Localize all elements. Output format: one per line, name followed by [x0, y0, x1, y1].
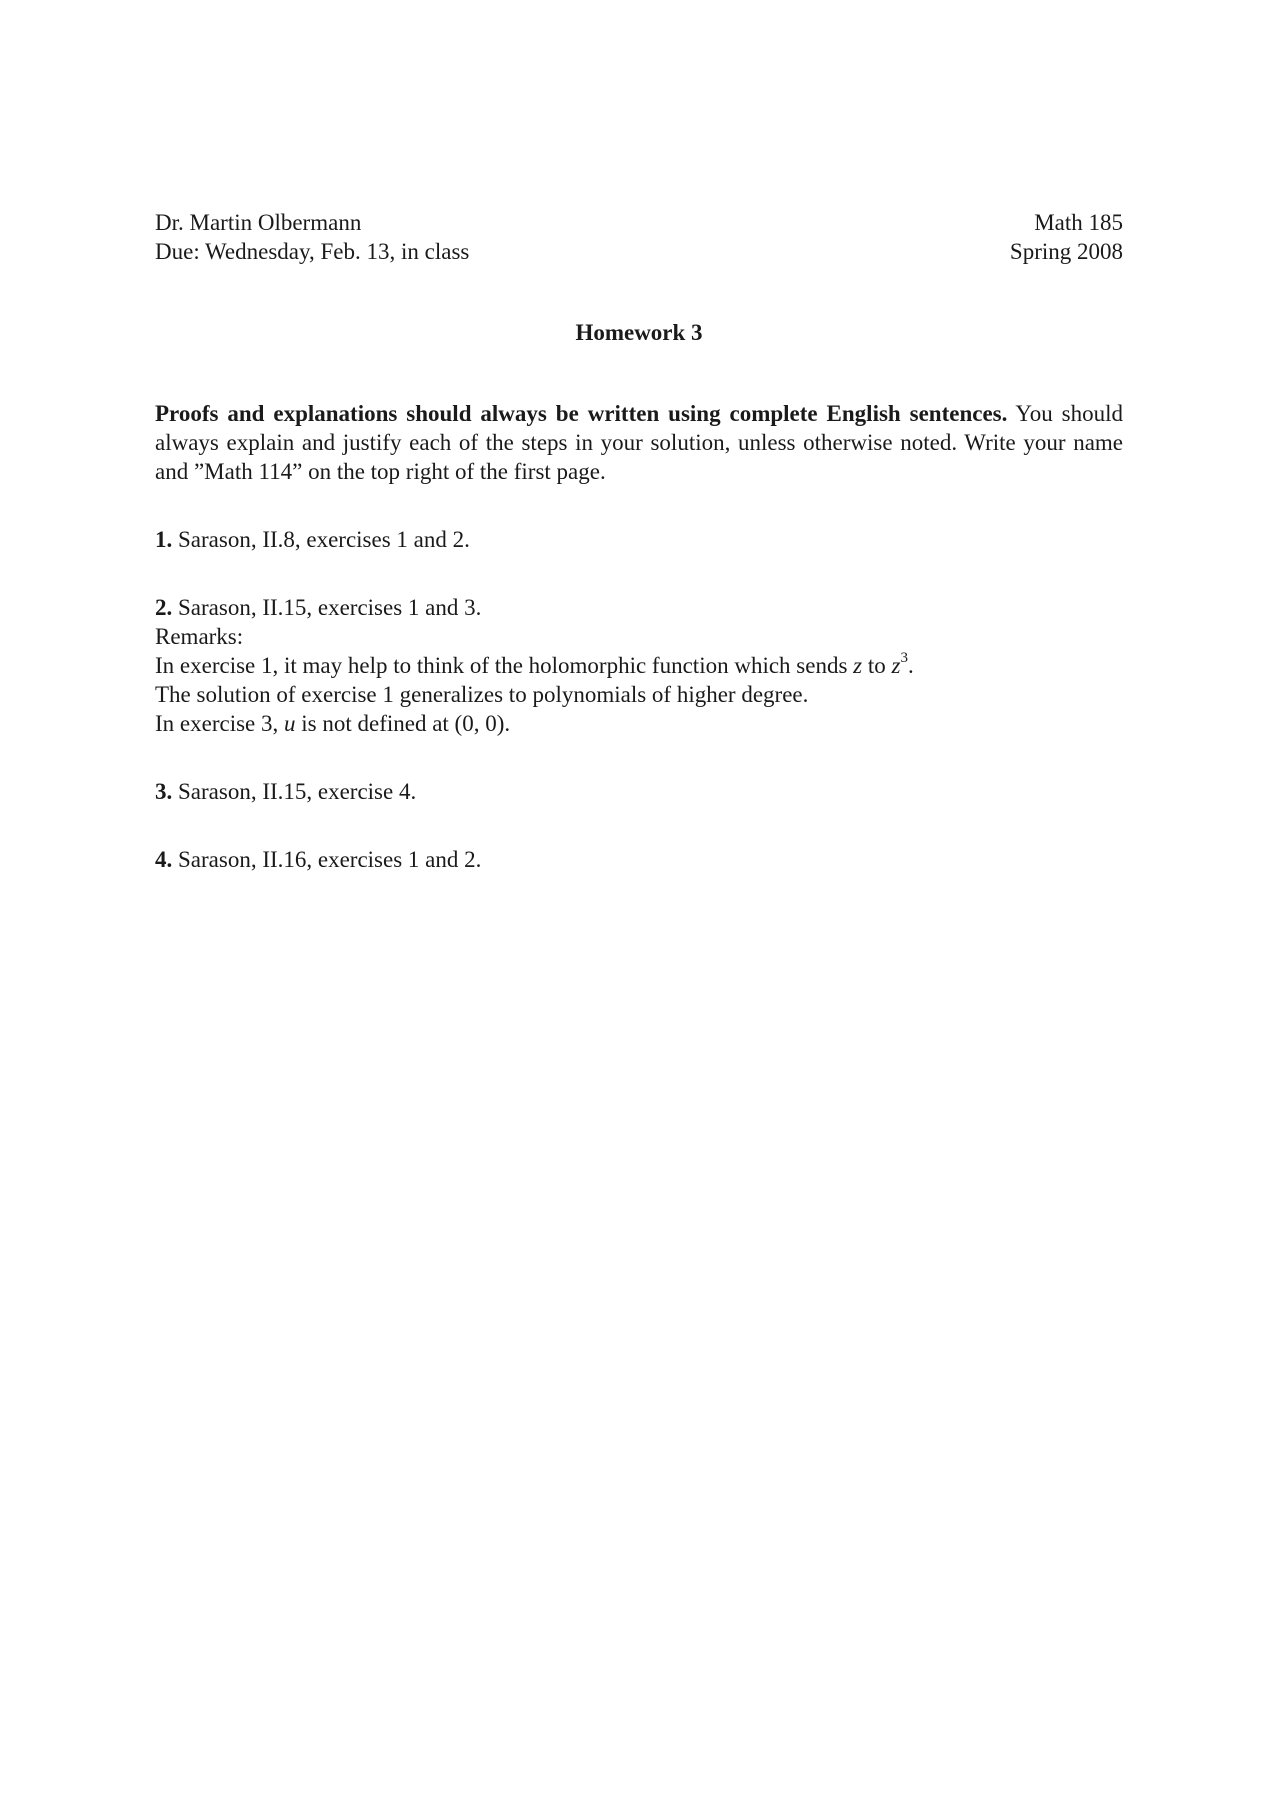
remark-3-text: In exercise 3,: [155, 711, 284, 736]
remark-1: [155, 651, 1123, 680]
header-left: [155, 208, 469, 266]
instructions-text: You should always explain and justify each of the steps in your solution, unless otherwise noted. Write your name and ”Math 114” on the top right of the first page.: [155, 401, 1123, 484]
math-z: z: [853, 653, 863, 678]
remark-1-to: to: [862, 653, 892, 678]
remark-3-rest: is not defined at (0, 0).: [295, 711, 511, 736]
due-date: Due: Wednesday, Feb. 13, in class: [155, 239, 470, 264]
problem-2: [155, 593, 1123, 738]
homework-page: [155, 208, 1123, 874]
term: Spring 2008: [1009, 239, 1123, 264]
problem-text: Sarason, II.16, exercises 1 and 2.: [172, 847, 482, 872]
header-right: [1010, 208, 1123, 266]
page-title: Homework 3: [575, 320, 703, 345]
problem-text: Sarason, II.15, exercise 4.: [172, 779, 417, 804]
problem-number: 1.: [155, 527, 173, 552]
math-u: u: [284, 711, 296, 736]
problem-1: [155, 525, 1123, 554]
problem-2-heading: [155, 593, 1123, 622]
problem-3: [155, 777, 1123, 806]
remark-1-period: .: [907, 653, 914, 678]
exponent: 3: [900, 650, 908, 667]
instructions-paragraph: [155, 399, 1123, 486]
problem-text: Sarason, II.8, exercises 1 and 2.: [172, 527, 470, 552]
header: [155, 208, 1123, 266]
problem-text: Sarason, II.15, exercises 1 and 3.: [172, 595, 482, 620]
remarks-label: Remarks:: [155, 624, 244, 649]
problem-4: [155, 845, 1123, 874]
instructor-name: Dr. Martin Olbermann: [155, 210, 362, 235]
remark-1-text: In exercise 1, it may help to think of the holomorphic function which sends: [155, 653, 854, 678]
problem-number: 2.: [155, 595, 173, 620]
remark-3: [155, 709, 1123, 738]
math-z-cubed: z: [891, 653, 901, 678]
problem-number: 3.: [155, 779, 173, 804]
instructions-bold: Proofs and explanations should always be written using complete English sentences.: [155, 401, 1008, 426]
problem-number: 4.: [155, 847, 173, 872]
remark-2: The solution of exercise 1 generalizes to polynomials of higher degree.: [155, 682, 809, 707]
course-name: Math 185: [1034, 210, 1123, 235]
